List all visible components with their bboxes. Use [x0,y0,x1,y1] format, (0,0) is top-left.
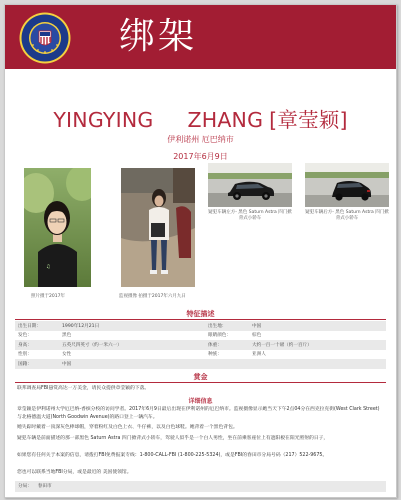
field-office-label: 分局： [18,484,32,489]
table-row: 国籍： 中国 [15,359,386,369]
subject-name [5,108,396,132]
family-name: ZHANG [187,108,264,132]
details-paragraph-5: 您也可以联系当地FBI分局，或是最近的 美国使领馆。 [17,470,132,475]
field-office-row [15,481,386,492]
details-paragraph-2: 她失踪时戴着一顶深灰色棒球帽，穿着粉红及白色上衣、牛仔裤，以及白色球鞋。她背着一个黑色背包。 [17,425,238,430]
details-paragraph-3: 疑犯车辆是前面描述的那一部黑色 Saturn Astra 四门掀背式小轿车，驾驶人似乎是一个白人男性，坐在前乘客座位上有遮阳板在阳光照射的日子， [17,436,329,441]
section-divider [15,382,386,383]
car-rear-caption: 疑犯车辆后方- 黑色 Saturn Astra 四门掀背式小轿车 [305,210,389,221]
reward-text: 联邦调查局FBI悬赏高达一万美金，请民众提供章莹颖的下落。 [17,386,150,391]
table-row: 出生日期： 1990年12月21日 出生地： 中国 [15,321,386,331]
physical-description-table [15,321,386,369]
table-row: 性别： 女性 种族： 亚洲人 [15,350,386,360]
chinese-name: [章莹颖] [269,108,348,132]
table-row: 身高： 五英尺四英寸（约一米六一） 体重： 大约一百一十磅（约一百斤） [15,340,386,350]
header-banner [5,5,396,69]
surveillance-photo [121,168,195,287]
physical-description-title: 特征描述 [186,310,215,318]
section-divider [15,319,386,320]
wanted-poster [4,4,397,498]
subject-date: 2017年6月9日 [173,152,228,161]
car-side-caption: 疑犯车辆左方- 黑色 Saturn Astra 四门掀背式小轿车 [208,210,292,221]
field-office-value: 春田市 [37,484,52,489]
reward-title: 赏金 [193,373,208,381]
details-paragraph-1: 章莹颖是伊利诺州大学厄巴纳-香槟分校的访问学者。2017年6月9日最后出现在伊利诺州的厄巴纳市。监视摄像显示她当天下午2点04分在西克拉克街(West Clark Street)与北格德温大道(North Goodwin Avenue)的路口登上一辆汽车。 [17,407,380,420]
details-paragraph-4: 如果您有任何关于本案的信息，请拨打FBI免费报案专线：1-800-CALL-FBI (1-800-225-5324)，或是FBI的春田市分局号码（217）522-9675。 [17,453,328,458]
portrait-photo [24,168,91,287]
suspect-car-rear-photo [305,163,389,207]
svg-text:♫: ♫ [46,264,51,270]
suspect-car-side-photo [208,163,292,207]
given-name: YINGYING [53,108,154,132]
table-row: 发色： 黑色 眼睛颜色： 棕色 [15,331,386,341]
fbi-seal-icon [19,12,71,64]
surveillance-caption: 监视摄像 拍摄于2017年六月九日 [119,294,186,299]
portrait-caption: 照片摄于2017年 [31,294,65,299]
details-title: 详细信息 [188,398,213,405]
banner-title: 绑架 [119,16,198,57]
subject-location: 伊利诺州 厄巴纳市 [167,135,234,144]
